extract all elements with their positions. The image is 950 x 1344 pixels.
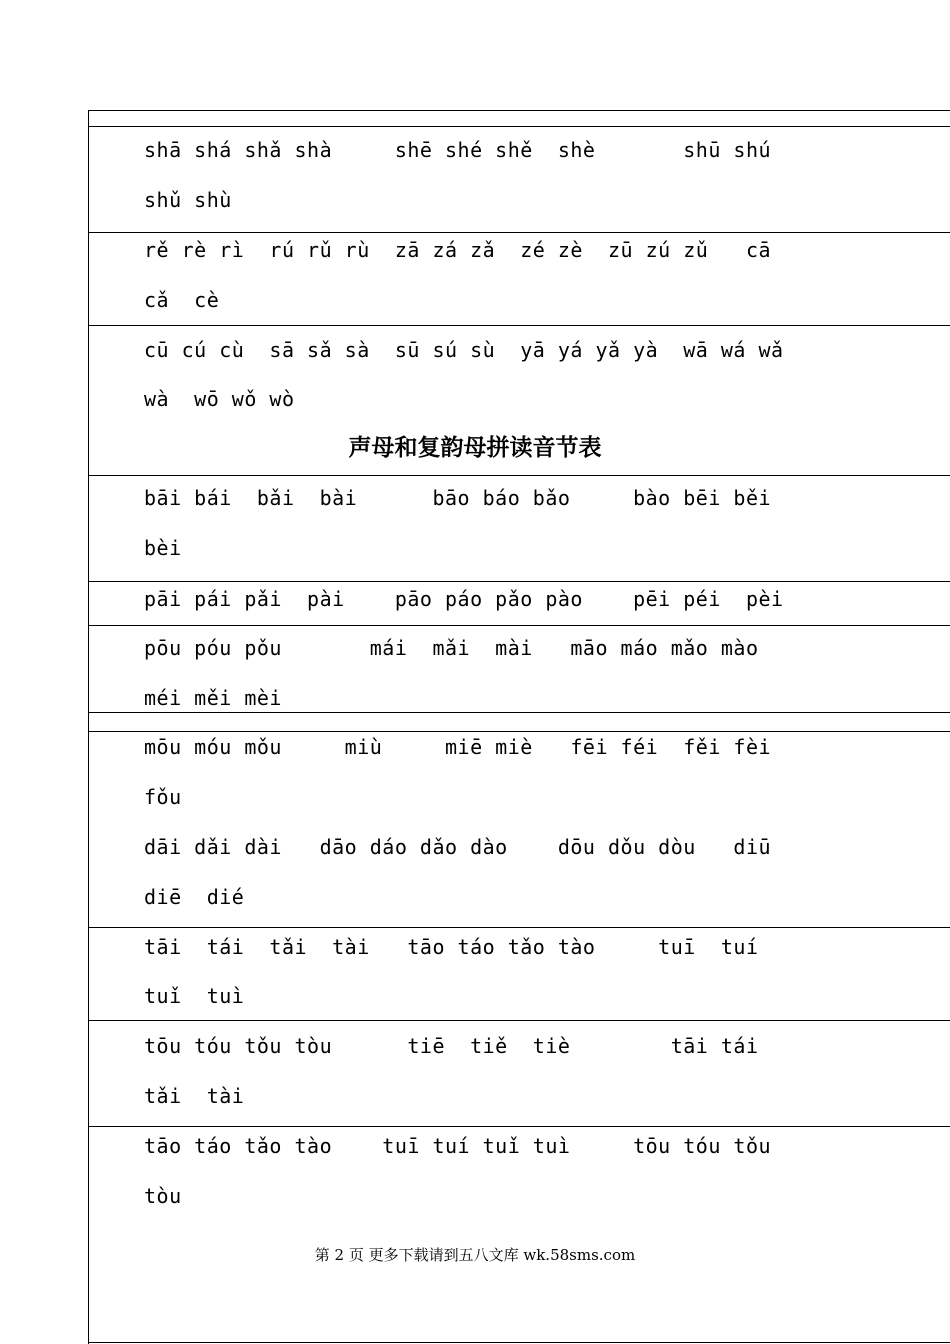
- syllable-line: rě rè rì rú rǔ rù zā zá zǎ zé zè zū zú zǔ cā: [144, 238, 772, 262]
- syllable-line: wà wō wǒ wò: [144, 387, 295, 411]
- syllable-line: cū cú cù sā sǎ sà sū sú sù yā yá yǎ yà wā wá wǎ: [144, 338, 784, 362]
- syllable-line: bèi: [144, 536, 182, 560]
- syllable-line: shǔ shù: [144, 188, 232, 212]
- syllable-line: diē dié: [144, 885, 245, 909]
- syllable-line: tuǐ tuì: [144, 984, 245, 1008]
- table-rule: [88, 232, 950, 233]
- table-rule: [88, 927, 950, 928]
- table-rule: [88, 581, 950, 582]
- table-rule: [88, 625, 950, 626]
- table-rule: [88, 475, 950, 476]
- table-rule: [88, 1126, 950, 1127]
- syllable-line: shā shá shǎ shà shē shé shě shè shū shú: [144, 138, 772, 162]
- table-rule: [88, 325, 950, 326]
- syllable-line: cǎ cè: [144, 288, 220, 312]
- syllable-line: fǒu: [144, 785, 182, 809]
- syllable-line: tòu: [144, 1184, 182, 1208]
- section-title: 声母和复韵母拼读音节表: [348, 435, 602, 461]
- syllable-line: pōu póu pǒu mái mǎi mài māo máo mǎo mào: [144, 636, 759, 660]
- syllable-line: bāi bái bǎi bài bāo báo bǎo bào bēi běi: [144, 486, 772, 510]
- syllable-line: pāi pái pǎi pài pāo páo pǎo pào pēi péi pèi: [144, 587, 784, 611]
- table-rule: [88, 126, 950, 127]
- syllable-line: tāo táo tǎo tào tuī tuí tuǐ tuì tōu tóu tǒu: [144, 1134, 772, 1158]
- syllable-line: mōu móu mǒu miù miē miè fēi féi fěi fèi: [144, 735, 772, 759]
- syllable-line: méi měi mèi: [144, 686, 282, 710]
- table-rule: [88, 110, 950, 111]
- syllable-line: tāi tái tǎi tài tāo táo tǎo tào tuī tuí: [144, 935, 759, 959]
- table-rule: [88, 1342, 950, 1343]
- page-footer: 第 2 页 更多下载请到五八文库 wk.58sms.com: [314, 1246, 636, 1264]
- table-rule: [88, 1020, 950, 1021]
- syllable-line: tǎi tài: [144, 1084, 245, 1108]
- syllable-line: tōu tóu tǒu tòu tiē tiě tiè tāi tái: [144, 1034, 759, 1058]
- syllable-line: dāi dǎi dài dāo dáo dǎo dào dōu dǒu dòu diū: [144, 835, 772, 859]
